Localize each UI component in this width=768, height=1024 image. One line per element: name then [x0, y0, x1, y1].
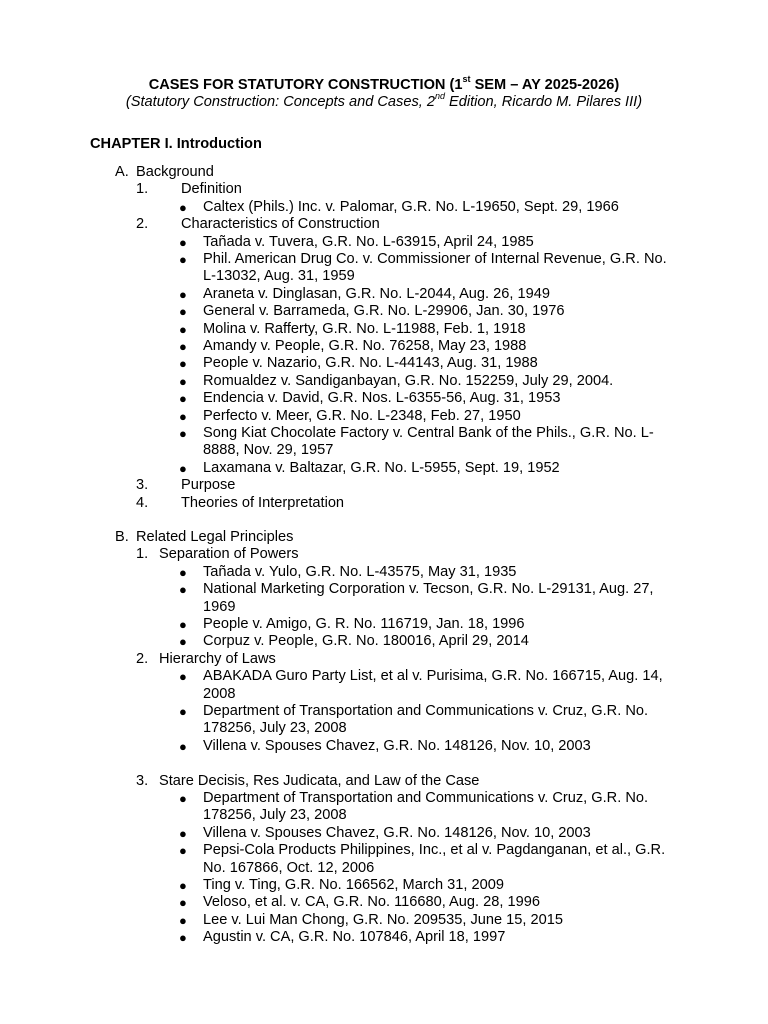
subsection-heading: [0, 216, 768, 233]
bullet-icon: ●: [179, 825, 187, 841]
case-text: Ting v. Ting, G.R. No. 166562, March 31, 2009: [203, 877, 504, 894]
case-item: [0, 338, 768, 355]
case-item: [0, 199, 768, 216]
case-item: [0, 234, 768, 251]
case-item: [0, 286, 768, 303]
bullet-icon: ●: [179, 199, 187, 215]
bullet-icon: ●: [179, 878, 187, 894]
section-heading: [0, 529, 768, 546]
spacer: [0, 755, 768, 772]
bullet-icon: ●: [179, 634, 187, 650]
bullet-icon: ●: [179, 304, 187, 320]
bullet-icon: ●: [179, 843, 187, 859]
subsection-number: 1.: [136, 546, 149, 563]
case-item: [0, 842, 768, 877]
section-label: Related Legal Principles: [136, 529, 294, 545]
subsection-heading: [0, 651, 768, 668]
case-text: Pepsi-Cola Products Philippines, Inc., et al v. Pagdanganan, et al., G.R. No. 167866, Oct. 12, 2006: [203, 842, 666, 876]
case-text: Department of Transportation and Communications v. Cruz, G.R. No. 178256, July 23, 2008: [203, 703, 649, 737]
case-item: [0, 616, 768, 633]
case-item: [0, 790, 768, 825]
bullet-icon: ●: [179, 251, 187, 267]
bullet-icon: ●: [179, 339, 187, 355]
subsection-heading: [0, 477, 768, 494]
subsection-number: 1.: [136, 181, 149, 198]
bullet-icon: ●: [179, 704, 187, 720]
case-text: Laxamana v. Baltazar, G.R. No. L-5955, Sept. 19, 1952: [203, 459, 560, 476]
case-item: [0, 703, 768, 738]
case-text: People v. Amigo, G. R. No. 116719, Jan. 18, 1996: [203, 616, 525, 632]
case-item: [0, 738, 768, 755]
case-item: [0, 251, 768, 286]
bullet-icon: ●: [179, 234, 187, 250]
case-text: Romualdez v. Sandiganbayan, G.R. No. 152259, July 29, 2004.: [203, 372, 614, 389]
case-text: Araneta v. Dinglasan, G.R. No. L-2044, Aug. 26, 1949: [203, 285, 550, 302]
case-item: [0, 668, 768, 703]
bullet-icon: ●: [179, 912, 187, 928]
case-item: [0, 825, 768, 842]
bullet-icon: ●: [179, 426, 187, 442]
subsection-label: Theories of Interpretation: [181, 494, 345, 511]
document-subtitle: (Statutory Construction: Concepts and Cases, 2nd Edition, Ricardo M. Pilares III): [125, 91, 643, 110]
case-item: [0, 564, 768, 581]
case-item: [0, 303, 768, 320]
case-text: Molina v. Rafferty, G.R. No. L-11988, Feb. 1, 1918: [203, 320, 526, 337]
case-text: People v. Nazario, G.R. No. L-44143, Aug. 31, 1988: [203, 355, 538, 372]
case-item: [0, 321, 768, 338]
case-item: [0, 390, 768, 407]
case-text: Veloso, et al. v. CA, G.R. No. 116680, Aug. 28, 1996: [203, 894, 540, 911]
chapter-heading: CHAPTER I. Introduction: [90, 136, 262, 152]
case-item: [0, 894, 768, 911]
subsection-label: Purpose: [181, 477, 236, 494]
case-item: [0, 425, 768, 460]
section-letter: A.: [115, 164, 129, 180]
bullet-icon: ●: [179, 930, 187, 946]
bullet-icon: ●: [179, 391, 187, 407]
case-item: [0, 460, 768, 477]
subsection-heading: [0, 495, 768, 512]
case-text: Tañada v. Yulo, G.R. No. L-43575, May 31, 1935: [203, 563, 517, 580]
section-heading: [0, 164, 768, 181]
section-b: [0, 529, 768, 947]
case-text: Phil. American Drug Co. v. Commissioner of Internal Revenue, G.R. No. L-13032, Aug. 31, 1959: [203, 250, 667, 285]
subsection-label: Definition: [181, 181, 242, 198]
subsection-number: 4.: [136, 494, 149, 511]
case-text: Perfecto v. Meer, G.R. No. L-2348, Feb. 27, 1950: [203, 407, 521, 424]
subsection-label: Stare Decisis, Res Judicata, and Law of the Case: [159, 772, 480, 789]
section-label: Background: [136, 164, 214, 180]
section-a: [0, 164, 768, 512]
case-item: [0, 581, 768, 616]
section-letter: B.: [115, 529, 129, 545]
bullet-icon: ●: [179, 564, 187, 580]
case-text: Lee v. Lui Man Chong, G.R. No. 209535, June 15, 2015: [203, 911, 563, 928]
case-item: [0, 373, 768, 390]
bullet-icon: ●: [179, 460, 187, 476]
case-text: National Marketing Corporation v. Tecson, G.R. No. L-29131, Aug. 27, 1969: [203, 581, 654, 615]
bullet-icon: ●: [179, 286, 187, 302]
case-item: [0, 877, 768, 894]
subsection-number: 2.: [136, 650, 149, 667]
case-item: [0, 355, 768, 372]
bullet-icon: ●: [179, 408, 187, 424]
subsection-heading: [0, 773, 768, 790]
subsection-heading: [0, 546, 768, 563]
bullet-icon: ●: [179, 321, 187, 337]
subsection-heading: [0, 181, 768, 198]
case-item: [0, 633, 768, 650]
case-text: ABAKADA Guro Party List, et al v. Purisima, G.R. No. 166715, Aug. 14, 2008: [203, 668, 663, 702]
case-text: Villena v. Spouses Chavez, G.R. No. 148126, Nov. 10, 2003: [203, 737, 591, 754]
bullet-icon: ●: [179, 617, 187, 632]
subsection-number: 3.: [136, 772, 149, 789]
case-text: Tañada v. Tuvera, G.R. No. L-63915, April 24, 1985: [203, 233, 534, 250]
case-text: Corpuz v. People, G.R. No. 180016, April 29, 2014: [203, 633, 529, 650]
bullet-icon: ●: [179, 373, 187, 389]
case-text: Endencia v. David, G.R. Nos. L-6355-56, Aug. 31, 1953: [203, 390, 561, 407]
case-text: General v. Barrameda, G.R. No. L-29906, Jan. 30, 1976: [203, 303, 565, 320]
subsection-label: Separation of Powers: [159, 546, 299, 563]
case-text: Song Kiat Chocolate Factory v. Central Bank of the Phils., G.R. No. L-8888, Nov. 29, 1957: [203, 425, 654, 459]
case-item: [0, 408, 768, 425]
bullet-icon: ●: [179, 791, 187, 807]
bullet-icon: ●: [179, 582, 187, 598]
case-text: Amandy v. People, G.R. No. 76258, May 23, 1988: [203, 338, 527, 355]
case-text: Caltex (Phils.) Inc. v. Palomar, G.R. No. L-19650, Sept. 29, 1966: [203, 198, 619, 215]
bullet-icon: ●: [179, 669, 187, 685]
subsection-label: Hierarchy of Laws: [159, 650, 276, 667]
bullet-icon: ●: [179, 895, 187, 911]
document-title: CASES FOR STATUTORY CONSTRUCTION (1st SEM – AY 2025-2026): [148, 74, 620, 93]
bullet-icon: ●: [179, 356, 187, 372]
bullet-icon: ●: [179, 738, 187, 754]
subsection-number: 3.: [136, 477, 149, 494]
subsection-label: Characteristics of Construction: [181, 216, 380, 233]
case-text: Department of Transportation and Communications v. Cruz, G.R. No. 178256, July 23, 2008: [203, 790, 649, 824]
case-item: [0, 929, 768, 946]
case-text: Villena v. Spouses Chavez, G.R. No. 148126, Nov. 10, 2003: [203, 824, 591, 841]
case-text: Agustin v. CA, G.R. No. 107846, April 18, 1997: [203, 929, 506, 946]
subsection-number: 2.: [136, 216, 149, 233]
case-item: [0, 912, 768, 929]
